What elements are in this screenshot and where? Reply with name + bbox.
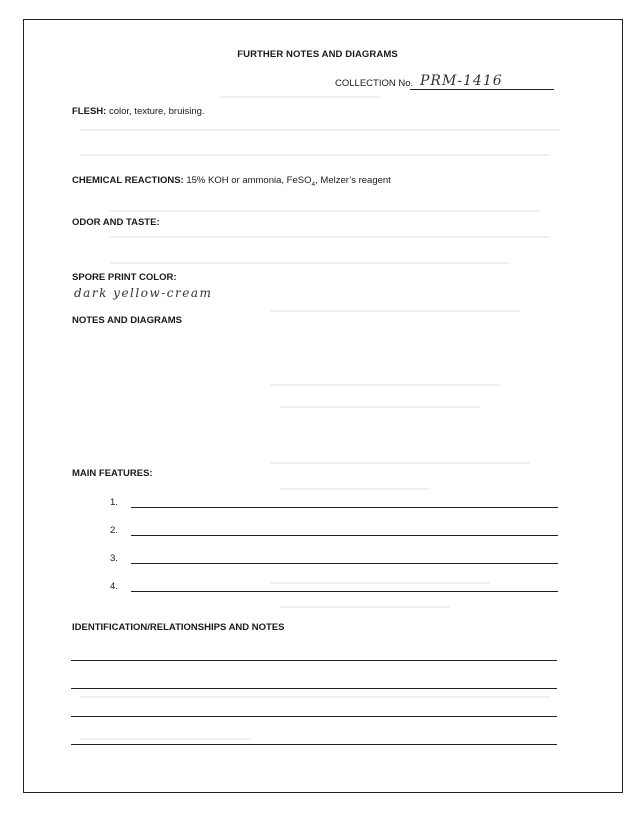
odor-taste-label: ODOR AND TASTE: bbox=[72, 217, 160, 228]
feature-line-3[interactable] bbox=[131, 563, 558, 564]
feature-number: 1. bbox=[110, 497, 118, 508]
flesh-description: color, texture, bruising. bbox=[108, 106, 205, 117]
feature-line-2[interactable] bbox=[131, 535, 558, 536]
chemical-reactions-label: CHEMICAL REACTIONS: bbox=[72, 175, 184, 186]
main-features-label: MAIN FEATURES: bbox=[72, 468, 153, 479]
form-border bbox=[23, 19, 623, 793]
page-title: FURTHER NOTES AND DIAGRAMS bbox=[237, 49, 398, 60]
chemical-reactions-section bbox=[72, 175, 391, 188]
feature-number: 4. bbox=[110, 581, 118, 592]
identification-line-3[interactable] bbox=[71, 716, 557, 717]
notes-diagrams-section bbox=[72, 315, 182, 326]
collection-number-value[interactable]: PRM-1416 bbox=[420, 73, 503, 89]
identification-section bbox=[72, 622, 285, 633]
notes-diagrams-label: NOTES AND DIAGRAMS bbox=[72, 315, 182, 326]
identification-line-1[interactable] bbox=[71, 660, 557, 661]
flesh-label: FLESH: bbox=[72, 106, 107, 117]
flesh-section bbox=[72, 106, 205, 117]
chemical-reactions-description: 15% KOH or ammonia, FeSO$_4$, Melzer’s reagent bbox=[186, 175, 391, 188]
feature-line-1[interactable] bbox=[131, 507, 558, 508]
identification-label: IDENTIFICATION/RELATIONSHIPS AND NOTES bbox=[72, 622, 285, 633]
spore-print-section bbox=[72, 272, 177, 283]
feature-number: 3. bbox=[110, 553, 118, 564]
odor-taste-section bbox=[72, 217, 160, 228]
identification-line-4[interactable] bbox=[71, 744, 557, 745]
feature-line-4[interactable] bbox=[131, 591, 558, 592]
main-features-section bbox=[72, 468, 153, 479]
feature-number: 2. bbox=[110, 525, 118, 536]
identification-line-2[interactable] bbox=[71, 688, 557, 689]
spore-print-label: SPORE PRINT COLOR: bbox=[72, 272, 177, 283]
collection-number-line bbox=[410, 89, 554, 90]
collection-number-label: COLLECTION No. bbox=[335, 78, 414, 89]
spore-print-value[interactable]: dark yellow-cream bbox=[74, 286, 213, 300]
